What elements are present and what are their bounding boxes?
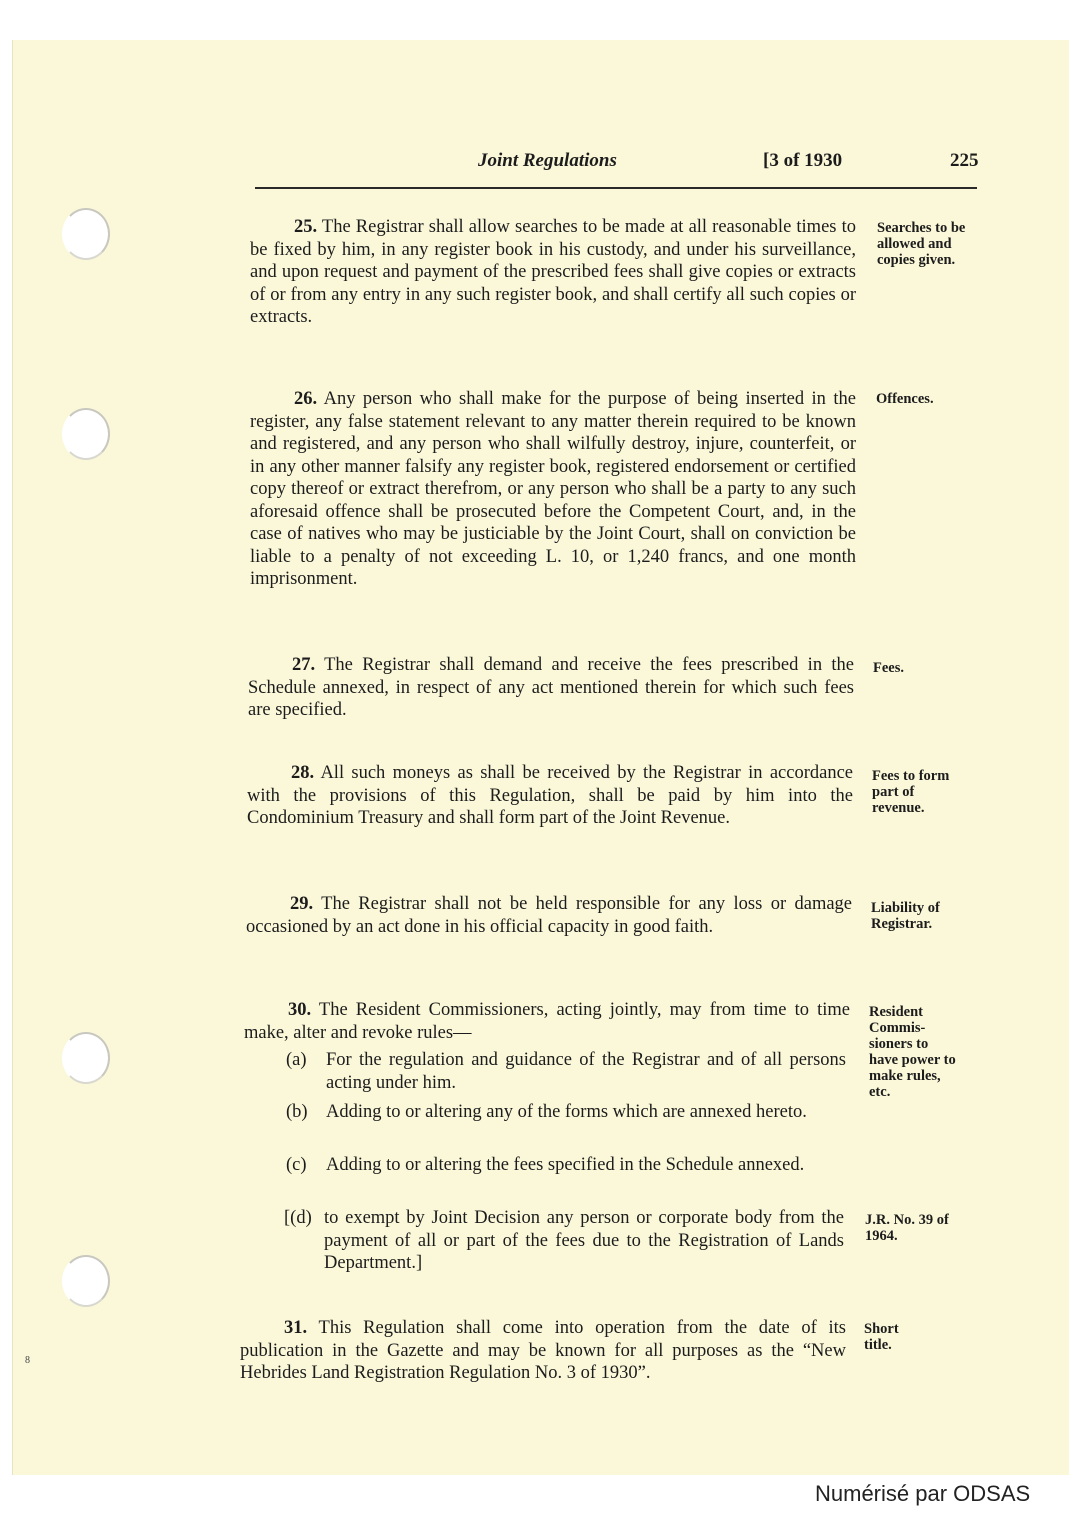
section-number: 26.: [294, 389, 318, 409]
header-title: Joint Regulations: [478, 150, 617, 171]
section-number: 27.: [292, 655, 316, 675]
margin-note: Offences.: [876, 391, 934, 407]
digitization-credit: Numérisé par ODSAS: [815, 1481, 1031, 1506]
section-25: [250, 216, 856, 329]
section-text: The Registrar shall demand and receive the fees prescribed in the Schedule annexed, in respect of any act mentioned therein for which such fees are specified.: [248, 655, 854, 720]
punch-hole: [62, 208, 110, 260]
section-text: The Registrar shall not be held responsible for any loss or damage occasioned by an act done in his official capacity in good faith.: [246, 894, 853, 937]
item-label: [(d): [284, 1208, 312, 1228]
section-number: 29.: [290, 894, 314, 914]
section-number: 28.: [291, 763, 315, 783]
item-text: For the regulation and guidance of the Registrar and of all persons acting under him.: [326, 1050, 846, 1093]
running-header: [0, 150, 1073, 180]
margin-note: Liability of Registrar.: [871, 900, 940, 932]
section-text: This Regulation shall come into operation from the date of its publication in the Gazette and may be known for all purposes as the “New Hebrides Land Registration Regulation No. 3 of 1930”.: [240, 1318, 846, 1383]
margin-note: Searches to be allowed and copies given.: [877, 220, 966, 268]
item-text: Adding to or altering the fees specified in the Schedule annexed.: [326, 1155, 805, 1175]
header-act: [3 of 1930: [763, 150, 843, 171]
margin-note: Fees.: [873, 660, 904, 676]
item-text: to exempt by Joint Decision any person or corporate body from the payment of all or part of the fees due to the Registration of Lands Department.]: [324, 1208, 844, 1273]
section-number: 31.: [284, 1318, 308, 1338]
section-31: [240, 1317, 846, 1385]
punch-hole: [62, 1255, 110, 1307]
section-29: [246, 893, 852, 938]
header-rule: [255, 187, 977, 189]
punch-hole: [62, 408, 110, 460]
section-26: [250, 388, 856, 591]
section-text: Any person who shall make for the purpose of being inserted in the register, any false statement relevant to any matter therein required to be known and registered, and any person who shall wilfully destroy, injure, counterfeit, or in any other manner falsify any register book, registered endorsement or certified copy thereof or extract therefrom, or any person who shall be a party to any such aforesaid offence shall be prosecuted before the Competent Court, and, in the case of natives who may be justiciable by the Joint Court, shall on conviction be liable to a penalty of not exceeding L. 10, or 1,240 francs, and one month imprisonment.: [250, 389, 856, 589]
margin-mark: 8: [25, 1355, 30, 1366]
section-30: [244, 999, 850, 1044]
item-label: (a): [286, 1050, 307, 1070]
section-text: The Resident Commissioners, acting jointly, may from time to time make, alter and revoke rules—: [244, 1000, 850, 1043]
margin-note: Short title.: [864, 1321, 899, 1353]
section-text: All such moneys as shall be received by the Registrar in accordance with the provisions of this Regulation, shall be paid by him into the Condominium Treasury and shall form part of the Joint Revenue.: [247, 763, 854, 828]
section-number: 25.: [294, 217, 318, 237]
section-27: [248, 654, 854, 722]
page-number: 225: [950, 150, 979, 171]
item-label: (c): [286, 1155, 307, 1175]
margin-note: Fees to form part of revenue.: [872, 768, 950, 816]
item-text: Adding to or altering any of the forms which are annexed hereto.: [326, 1102, 807, 1122]
section-text: The Registrar shall allow searches to be made at all reasonable times to be fixed by him, in any register book in his custody, and under his surveillance, and upon request and payment of the prescribed fees shall give copies or extracts of or from any entry in any such register book, and shall certify all such copies or extracts.: [250, 217, 856, 327]
section-28: [247, 762, 853, 830]
section-number: 30.: [288, 1000, 312, 1020]
margin-note: J.R. No. 39 of 1964.: [865, 1212, 949, 1244]
item-label: (b): [286, 1102, 308, 1122]
punch-hole: [62, 1032, 110, 1084]
margin-note: Resident Commis- sioners to have power to make rules, etc.: [869, 1004, 956, 1100]
